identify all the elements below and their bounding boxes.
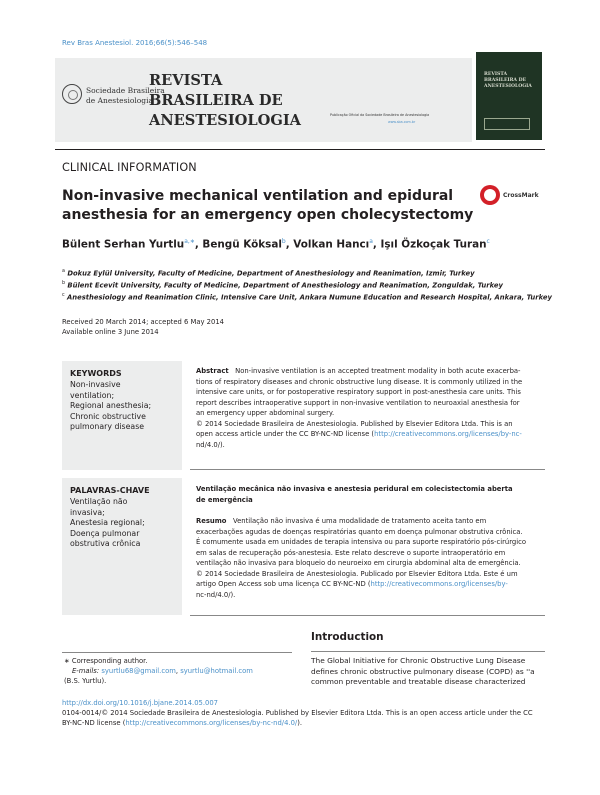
introduction-heading: Introduction	[311, 631, 384, 643]
journal-cover-thumbnail	[476, 52, 542, 140]
publication-note: Publicação Oficial da Sociedade Brasileira de Anestesiologia	[330, 113, 430, 117]
journal-title	[149, 71, 327, 131]
resumo-label: Resumo	[196, 517, 227, 525]
palavras-chave-heading: PALAVRAS-CHAVE	[70, 486, 150, 495]
license-link[interactable]: http://creativecommons.org/licenses/by-	[374, 430, 512, 438]
cover-emblem	[484, 118, 530, 130]
journal-title-line: BRASILEIRA DE	[149, 92, 283, 109]
society-name-line1: Sociedade Brasileira	[86, 86, 165, 95]
email-link[interactable]: syurtlu@hotmail.com	[180, 667, 253, 675]
article-title-line: Non-invasive mechanical ventilation and epidural	[62, 188, 454, 204]
introduction-rule	[311, 651, 545, 652]
keyword-line: obstrutiva crônica	[70, 539, 141, 549]
author-affiliation-link[interactable]: a,∗	[184, 238, 195, 245]
license-link[interactable]: http://creativecommons.org/licenses/by-nc-nd/4.0/	[125, 719, 298, 727]
journal-title-line: ANESTESIOLOGIA	[149, 112, 301, 129]
author-affiliation-link[interactable]: c	[486, 238, 490, 245]
author-emails: E-mails: syurtlu68@gmail.com, syurtlu@hotmail.com	[72, 667, 253, 675]
copyright-line: 0104-0014/© 2014 Sociedade Brasileira de Anestesiologia. Published by Elsevier Editora Ltda. This is an open access article under the CC	[62, 709, 533, 717]
keyword-line: Ventilação não	[70, 497, 128, 506]
affiliation-a: $^a$ Dokuz Eylül University, Faculty of Medicine, Department of Anesthesiology and Reanimation, Izmir, Turkey	[62, 269, 475, 278]
section-label: CLINICAL INFORMATION	[62, 161, 197, 174]
author-name: Işıl Özkoçak Turan	[380, 238, 487, 251]
author-name: Bengü Köksal	[202, 238, 282, 251]
author-name: Volkan Hancı	[293, 238, 370, 251]
article-title	[62, 187, 474, 225]
society-logo	[62, 84, 165, 110]
publication-url-link[interactable]: www.sba.com.br	[388, 120, 416, 124]
resumo-bottom-rule	[190, 615, 545, 616]
crossmark-badge[interactable]	[480, 185, 544, 213]
resumo-title-line: Ventilação mecânica não invasiva e anestesia peridural em colecistectomia aberta	[196, 485, 513, 493]
keyword-line: Regional anesthesia;	[70, 401, 152, 411]
footnote-rule	[62, 652, 292, 653]
society-name-line2: de Anestesiologia	[86, 96, 153, 105]
introduction-text-line: common preventable and treatable disease characterized	[311, 677, 526, 687]
email-attribution: (B.S. Yurtlu).	[64, 677, 107, 685]
license-link[interactable]: nc-	[511, 430, 522, 438]
palavras-chave-box	[62, 478, 182, 615]
journal-reference-link[interactable]: Rev Bras Anestesiol. 2016;66(5):546–548	[62, 39, 208, 47]
keyword-line: Anestesia regional;	[70, 518, 145, 528]
received-date: Received 20 March 2014; accepted 6 May 2014	[62, 318, 224, 326]
keyword-line: Doença pulmonar	[70, 528, 140, 538]
author-list: Bülent Serhan Yurtlu$^{a,∗}$, Bengü Köksal$^b$, Volkan Hancı$^a$, Işıl Özkoçak Turan$^c$	[62, 238, 490, 251]
affiliation-c: $^c$ Anesthesiology and Reanimation Clinic, Intensive Care Unit, Ankara Numune Education and Research Hospital, Ankara, Turkey	[62, 293, 552, 302]
keyword-line: Non-invasive	[70, 380, 121, 389]
resumo-pt: Ventilação mecânica não invasiva e anestesia peridural em colecistectomia aberta de emergência Resumo Ventilação não invasiva é uma modalidade de tratamento aceita tanto em exacerbações agudas de doenças respiratórias quanto em doença pulmonar obstrutiva crônica. É comumente usada em unidades de terapia intensiva ou para suporte respiratório pós-cirúrgico em salas de recuperação pós-anestesia. Este relato descreve o suporte intraoperatório em ventilação não invasiva para bloqueio do neuroeixo em cirurgia abdominal alta de emergência. © 2014 Sociedade Brasileira de Anestesiologia. Publicado por Elsevier Editora Ltda. Este é um artigo Open Access sob uma licença CC BY-NC-ND (http://creativecommons.org/licenses/by- nc-nd/4.0/).	[190, 478, 545, 615]
license-line: BY-NC-ND license (http://creativecommons.org/licenses/by-nc-nd/4.0/).	[62, 719, 302, 727]
resumo-title-line: de emergência	[196, 495, 253, 504]
society-seal-icon	[62, 84, 82, 104]
keywords-box	[62, 361, 182, 470]
cover-title: REVISTA BRASILEIRA DE ANESTESIOLOGIA	[484, 72, 532, 89]
keyword-line: Chronic obstructive	[70, 411, 146, 421]
corresponding-author-note: ∗ Corresponding author.	[64, 657, 148, 665]
affiliation-b: $^b$ Bülent Ecevit University, Faculty of Medicine, Department of Anesthesiology and Reanimation, Zonguldak, Turkey	[62, 281, 503, 290]
crossmark-label: CrossMark	[503, 192, 539, 199]
author-affiliation-link[interactable]: b	[281, 238, 286, 245]
email-link[interactable]: syurtlu68@gmail.com	[101, 667, 176, 675]
author-name: Bülent Serhan Yurtlu	[62, 238, 185, 251]
introduction-text-line: The Global Initiative for Chronic Obstructive Lung Disease	[311, 656, 526, 665]
journal-title-line: REVISTA	[149, 72, 223, 89]
article-title-line: anesthesia for an emergency open cholecystectomy	[62, 207, 474, 223]
palavras-chave-list	[70, 497, 180, 550]
crossmark-icon	[480, 185, 500, 205]
keyword-line: pulmonary disease	[70, 422, 145, 432]
online-date: Available online 3 June 2014	[62, 328, 159, 336]
abstract-bottom-rule	[190, 469, 545, 470]
abstract-en: Abstract Non-invasive ventilation is an accepted treatment modality in both acute exacerba- tions of respiratory diseases and chronic obstructive lung disease. It is commonly utilized in the intensive care units, or for postoperative respiratory support in post-anesthesia care units. This report describes intraoperative support in non-invasive ventilation to neuroaxial anesthesia for an emergency upper abdominal surgery. © 2014 Sociedade Brasileira de Anestesiologia. Published by Elsevier Editora Ltda. This is an open access article under the CC BY-NC-ND license (http://creativecommons.org/licenses/by-nc- nd/4.0/).	[190, 361, 545, 469]
doi-link[interactable]: http://dx.doi.org/10.1016/j.bjane.2014.05.007	[62, 699, 218, 707]
keyword-line: invasiva;	[70, 507, 105, 517]
license-link[interactable]: http://creativecommons.org/licenses/by-	[370, 580, 508, 588]
author-affiliation-link[interactable]: a	[369, 238, 373, 245]
keywords-list	[70, 380, 180, 433]
keyword-line: ventilation;	[70, 390, 115, 400]
abstract-label: Abstract	[196, 367, 229, 375]
introduction-text-line: defines chronic obstructive pulmonary disease (COPD) as ''a	[311, 666, 535, 676]
keywords-heading: KEYWORDS	[70, 369, 122, 378]
header-divider	[55, 149, 545, 150]
